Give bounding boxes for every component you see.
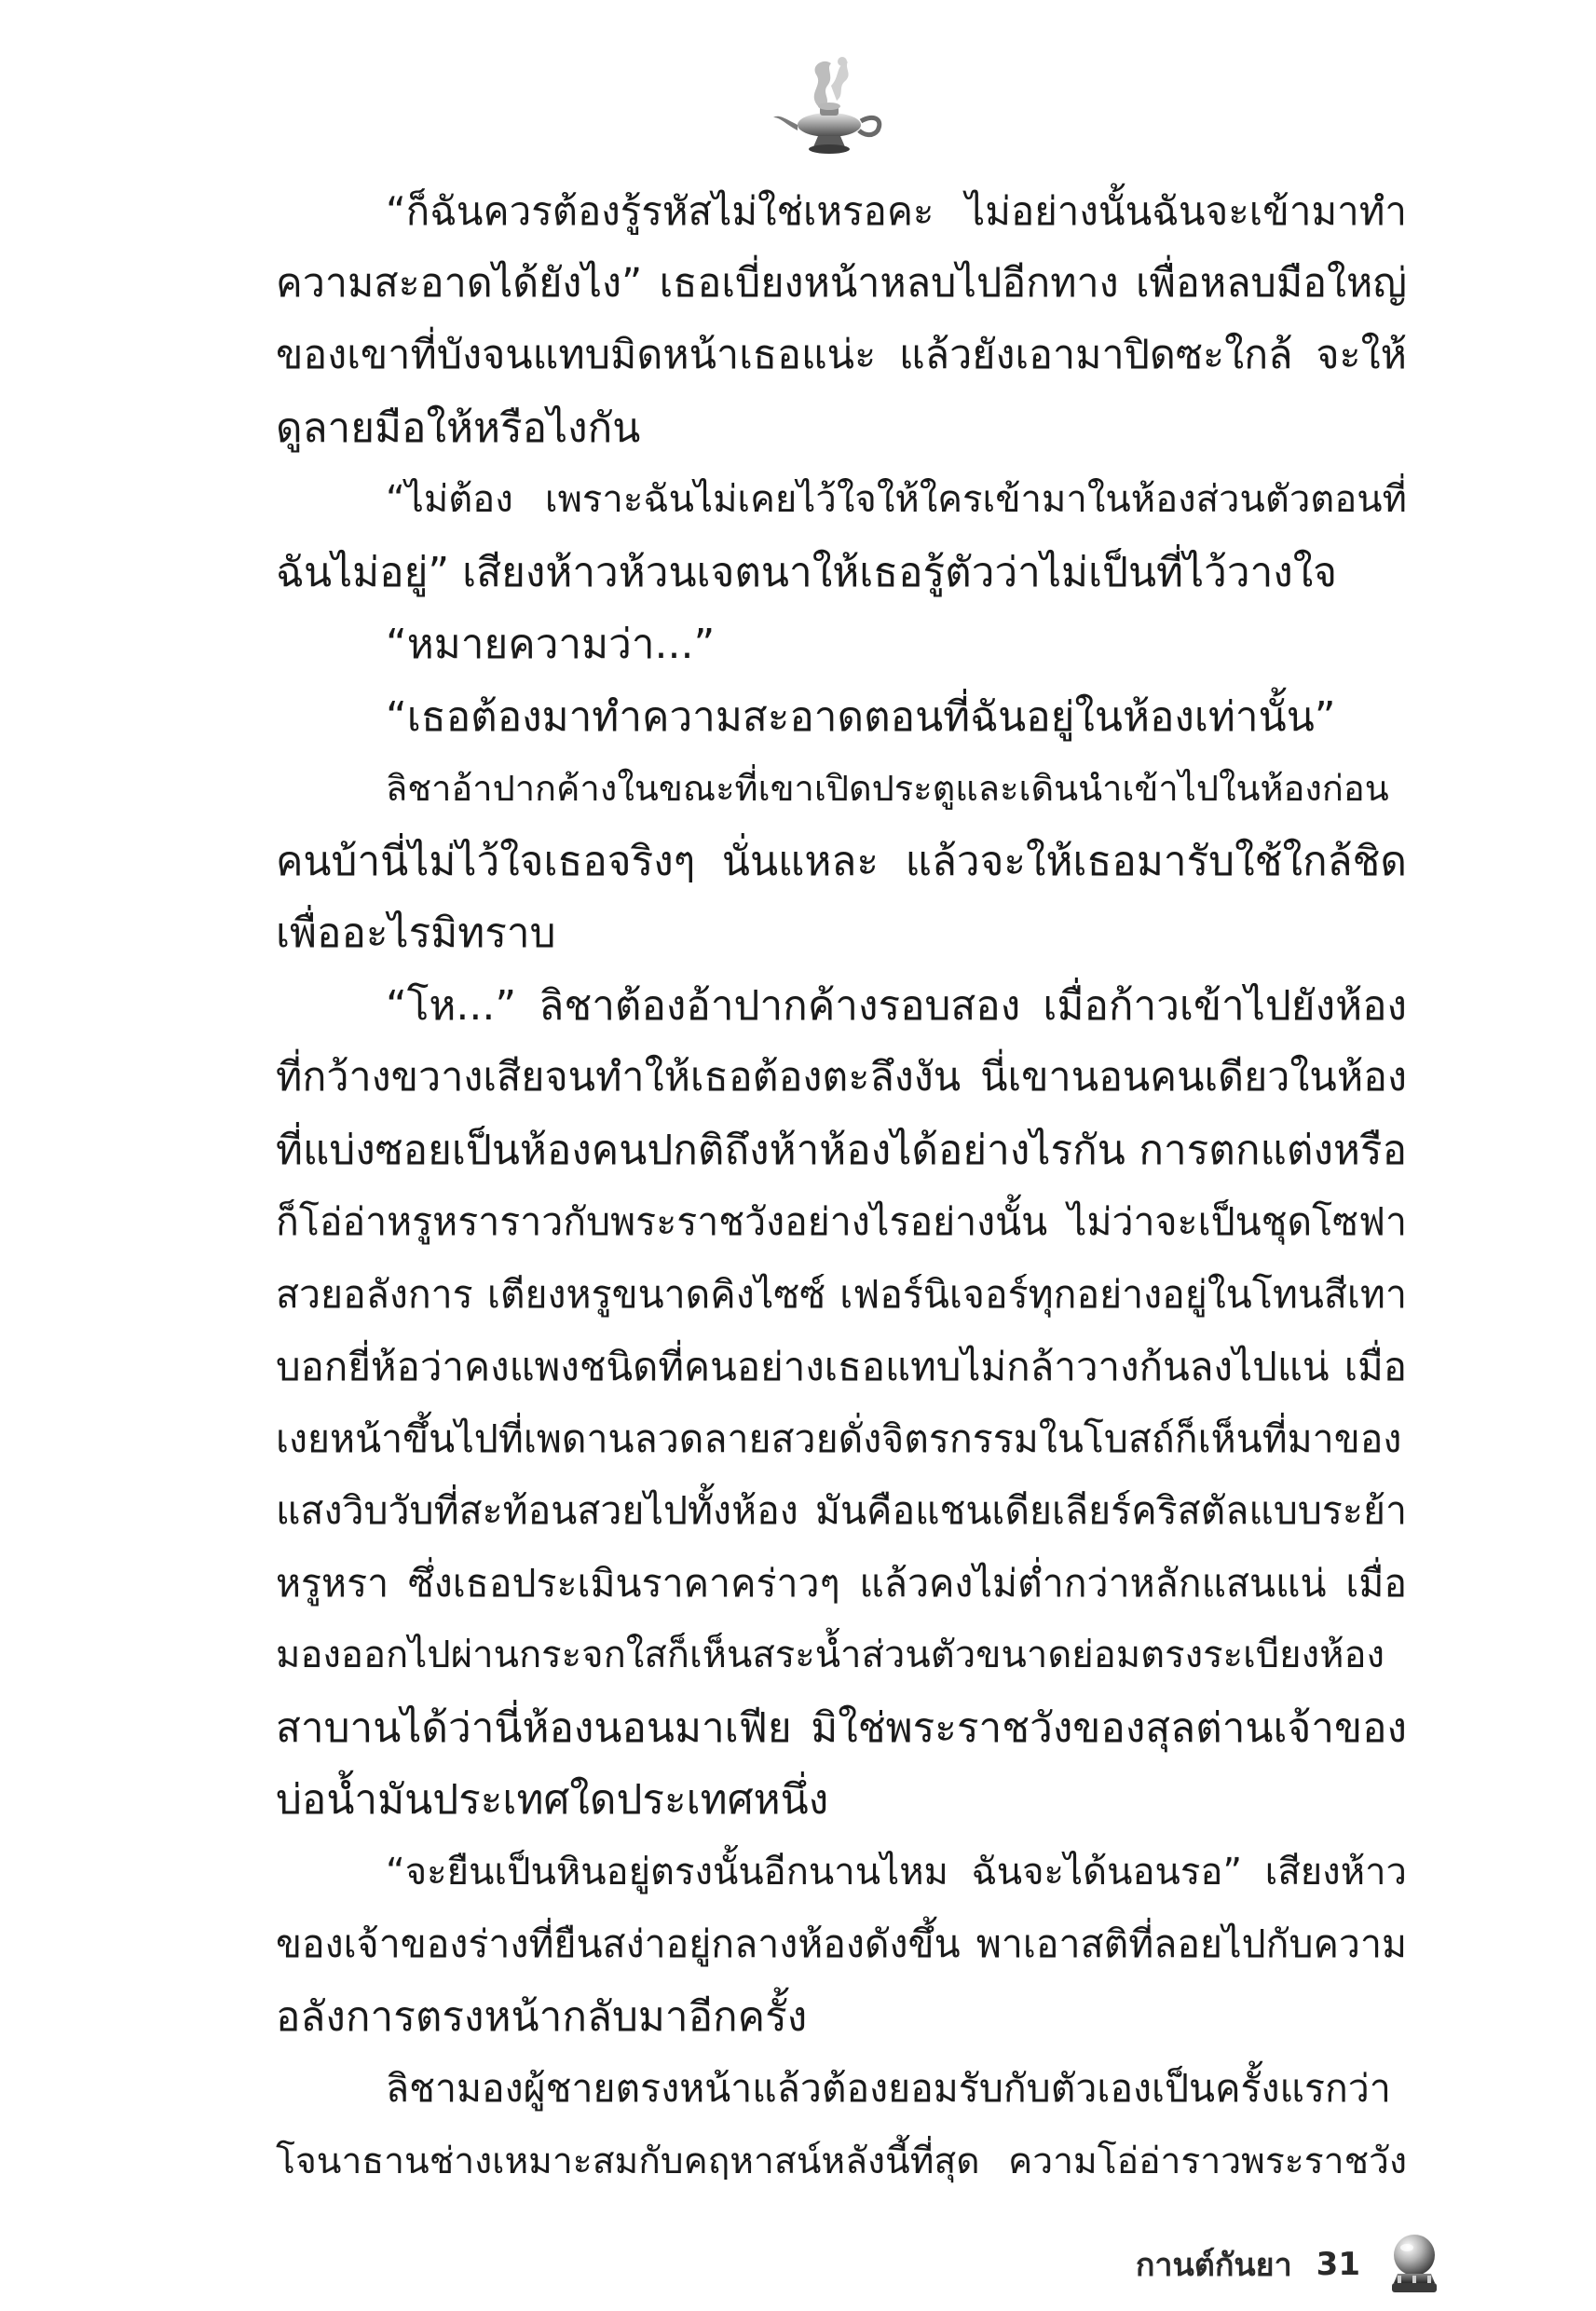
text-line: ลิชาอ้าปากค้างในขณะที่เขาเปิดประตูและเดินนำเข้าไปในห้องก่อน (386, 768, 1389, 809)
page-number: 31 (1316, 2246, 1360, 2283)
text-line: ดูลายมือให้หรือไงกัน (276, 403, 641, 452)
text-line: มองออกไปผ่านกระจกใสก็เห็นสระน้ำส่วนตัวขนาดย่อมตรงระเบียงห้อง (276, 1634, 1385, 1676)
book-title: กานต์กันยา (1135, 2247, 1292, 2284)
text-line: ความสะอาดได้ยังไง” เธอเบี่ยงหน้าหลบไปอีกทาง เพื่อหลบมือใหญ่ (276, 259, 1407, 307)
text-line: ที่กว้างขวางเสียจนทำให้เธอต้องตะลึงงัน นี่เขานอนคนเดียวในห้อง (276, 1054, 1407, 1101)
text-line: เพื่ออะไรมิทราบ (276, 909, 556, 957)
text-line: ก็โอ่อ่าหรูหราราวกับพระราชวังอย่างไรอย่างนั้น ไม่ว่าจะเป็นชุดโซฟา (276, 1199, 1407, 1244)
text-line: โจนาธานช่างเหมาะสมกับคฤหาสน์หลังนี้ที่สุด ความโอ่อ่าราวพระราชวัง (276, 2140, 1407, 2182)
text-line: ฉันไม่อยู่” เสียงห้าวห้วนเจตนาให้เธอรู้ตัวว่าไม่เป็นที่ไว้วางใจ (276, 548, 1338, 596)
text-line: ที่แบ่งซอยเป็นห้องคนปกติถึงห้าห้องได้อย่างไรกัน การตกแต่งหรือ (276, 1126, 1407, 1174)
text-line: หรูหรา ซึ่งเธอประเมินราคาคร่าวๆ แล้วคงไม่ต่ำกว่าหลักแสนแน่ เมื่อ (276, 1560, 1407, 1606)
text-line: อลังการตรงหน้ากลับมาอีกครั้ง (276, 1992, 808, 2041)
text-line: สาบานได้ว่านี่ห้องนอนมาเฟีย มิใช่พระราชวังของสุลต่านเจ้าของ (276, 1703, 1407, 1752)
text-line: ของเจ้าของร่างที่ยืนสง่าอยู่กลางห้องดังขึ้น พาเอาสติที่ลอยไปกับความ (276, 1921, 1407, 1966)
text-line: “เธอต้องมาทำความสะอาดตอนที่ฉันอยู่ในห้องเท่านั้น” (386, 692, 1336, 741)
text-line: ของเขาที่บังจนแทบมิดหน้าเธอแน่ะ แล้วยังเอามาปิดซะใกล้ จะให้ (276, 332, 1407, 378)
text-line: สวยอลังการ เตียงหรูขนาดคิงไซซ์ เฟอร์นิเจอร์ทุกอย่างอยู่ในโทนสีเทา (276, 1271, 1407, 1317)
page-footer (1081, 2227, 1444, 2302)
text-line: “ไม่ต้อง เพราะฉันไม่เคยไว้ใจให้ใครเข้ามาในห้องส่วนตัวตอนที่ (386, 478, 1407, 521)
text-line: คนบ้านี่ไม่ไว้ใจเธอจริงๆ นั่นแหละ แล้วจะให้เธอมารับใช้ใกล้ชิด (276, 837, 1407, 885)
magic-lamp-icon (770, 48, 891, 160)
text-line: เงยหน้าขึ้นไปที่เพดานลวดลายสวยดั่งจิตรกรรมในโบสถ์ก็เห็นที่มาของ (276, 1415, 1402, 1461)
text-line: บอกยี่ห้อว่าคงแพงชนิดที่คนอย่างเธอแทบไม่กล้าวางก้นลงไปแน่ เมื่อ (276, 1344, 1407, 1389)
text-line: แสงวิบวับที่สะท้อนสวยไปทั้งห้อง มันคือแชนเดียเลียร์คริสตัลแบบระย้า (276, 1488, 1407, 1533)
body-text (276, 175, 1407, 2197)
text-line: “โห...” ลิชาต้องอ้าปากค้างรอบสอง เมื่อก้าวเข้าไปยังห้อง (386, 981, 1407, 1030)
text-line: “จะยืนเป็นหินอยู่ตรงนั้นอีกนานไหม ฉันจะได้นอนรอ” เสียงห้าว (386, 1850, 1407, 1894)
crystal-ball-icon (1385, 2231, 1444, 2298)
text-line: ลิชามองผู้ชายตรงหน้าแล้วต้องยอมรับกับตัวเองเป็นครั้งแรกว่า (386, 2066, 1391, 2111)
text-line: “หมายความว่า...” (386, 621, 716, 668)
text-line: “ก็ฉันควรต้องรู้รหัสไม่ใช่เหรอคะ ไม่อย่างนั้นฉันจะเข้ามาทำ (386, 188, 1407, 234)
text-line: บ่อน้ำมันประเทศใดประเทศหนึ่ง (276, 1776, 829, 1824)
